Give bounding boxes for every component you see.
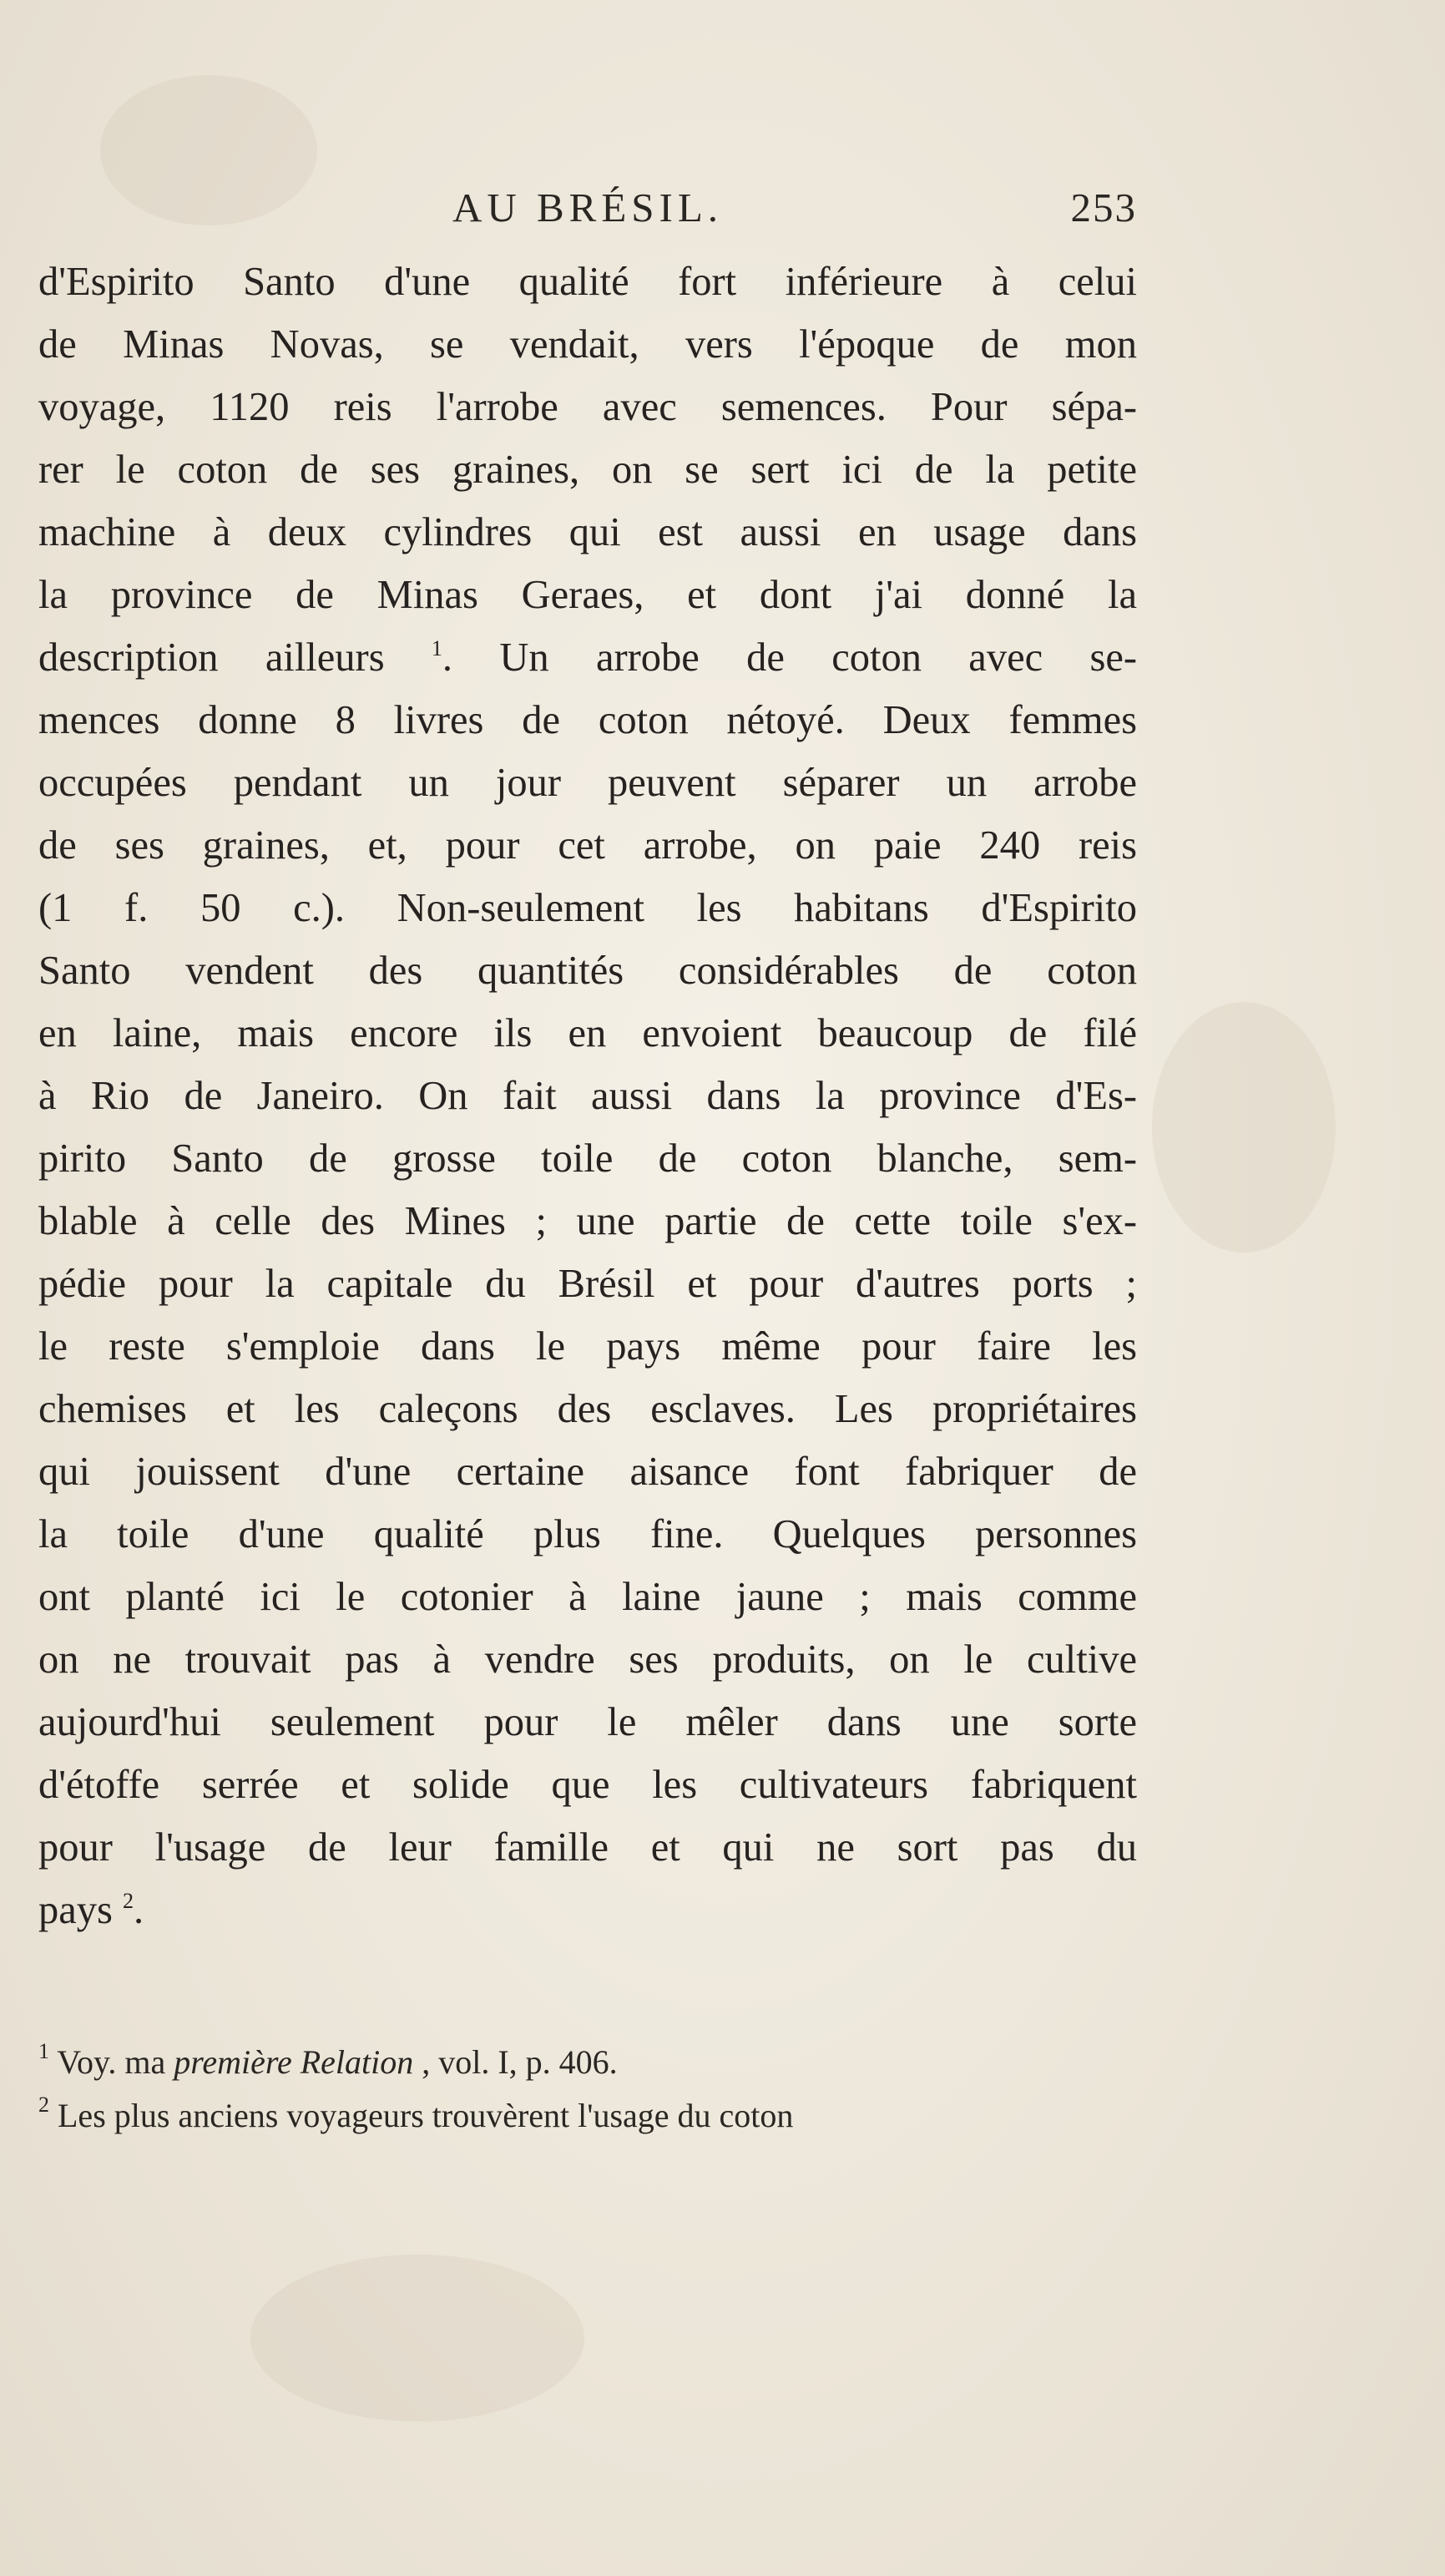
text-line: pirito Santo de grosse toile de coton blanche, sem- bbox=[38, 1136, 1137, 1181]
text-line: à Rio de Janeiro. On fait aussi dans la province d'Es- bbox=[38, 1074, 1137, 1118]
text-line: chemises et les caleçons des esclaves. Les propriétaires bbox=[38, 1387, 1137, 1431]
text-line: voyage, 1120 reis l'arrobe avec semences. Pour sépa- bbox=[38, 385, 1137, 429]
text-line: (1 f. 50 c.). Non-seulement les habitans d'Espirito bbox=[38, 886, 1137, 930]
footnote-text: Voy. ma bbox=[49, 2043, 174, 2081]
text-line: qui jouissent d'une certaine aisance font fabriquer de bbox=[38, 1450, 1137, 1494]
text-line: pédie pour la capitale du Brésil et pour d'autres ports ; bbox=[38, 1262, 1137, 1306]
text-line: pour l'usage de leur famille et qui ne sort pas du bbox=[38, 1825, 1137, 1870]
footnote-italic-title: première Relation bbox=[174, 2043, 414, 2081]
footnote bbox=[38, 2089, 1137, 2143]
text-line: ont planté ici le cotonier à laine jaune ; mais comme bbox=[38, 1575, 1137, 1619]
text-line: on ne trouvait pas à vendre ses produits, on le cultive bbox=[38, 1637, 1137, 1682]
text-line: aujourd'hui seulement pour le mêler dans une sorte bbox=[38, 1700, 1137, 1744]
text-line: de ses graines, et, pour cet arrobe, on paie 240 reis bbox=[38, 823, 1137, 868]
text-line: en laine, mais encore ils en envoient beaucoup de filé bbox=[38, 1011, 1137, 1055]
page-number: 253 bbox=[1070, 185, 1137, 230]
paper-stain bbox=[250, 2255, 584, 2422]
footnote-marker: 2 bbox=[123, 1889, 134, 1913]
footnotes bbox=[38, 2036, 1137, 2143]
text-line: machine à deux cylindres qui est aussi en usage dans bbox=[38, 510, 1137, 554]
running-head bbox=[38, 184, 1137, 242]
running-title: AU BRÉSIL. bbox=[452, 185, 724, 230]
text-fragment: . Un arrobe de coton avec se- bbox=[442, 635, 1137, 680]
footnote-text: Les plus anciens voyageurs trouvèrent l'usage du coton bbox=[49, 2097, 794, 2134]
text-fragment: description ailleurs bbox=[38, 635, 385, 680]
text-line: rer le coton de ses graines, on se sert ici de la petite bbox=[38, 448, 1137, 492]
text-line: la province de Minas Geraes, et dont j'ai donné la bbox=[38, 573, 1137, 617]
text-line bbox=[38, 1879, 1137, 1941]
footnote-marker: 2 bbox=[38, 2093, 49, 2117]
text-line: d'Espirito Santo d'une qualité fort inférieure à celui bbox=[38, 260, 1137, 304]
text-line: mences donne 8 livres de coton nétoyé. Deux femmes bbox=[38, 698, 1137, 742]
footnote bbox=[38, 2036, 1137, 2089]
text-fragment: pays bbox=[38, 1888, 113, 1932]
paper-stain bbox=[1152, 1002, 1336, 1253]
text-line: occupées pendant un jour peuvent séparer un arrobe bbox=[38, 761, 1137, 805]
footnote-marker: 1 bbox=[431, 636, 442, 660]
text-line: d'étoffe serrée et solide que les cultivateurs fabriquent bbox=[38, 1763, 1137, 1807]
text-line: le reste s'emploie dans le pays même pour faire les bbox=[38, 1324, 1137, 1369]
text-line: blable à celle des Mines ; une partie de cette toile s'ex- bbox=[38, 1199, 1137, 1243]
footnote-text: , vol. I, p. 406. bbox=[413, 2043, 618, 2081]
text-line: Santo vendent des quantités considérables de coton bbox=[38, 949, 1137, 993]
body-text bbox=[38, 251, 1137, 1941]
text-line: la toile d'une qualité plus fine. Quelques personnes bbox=[38, 1512, 1137, 1556]
text-line bbox=[38, 626, 1137, 689]
text-line: de Minas Novas, se vendait, vers l'époque de mon bbox=[38, 322, 1137, 367]
footnote-marker: 1 bbox=[38, 2039, 49, 2063]
text-fragment: . bbox=[134, 1888, 144, 1932]
